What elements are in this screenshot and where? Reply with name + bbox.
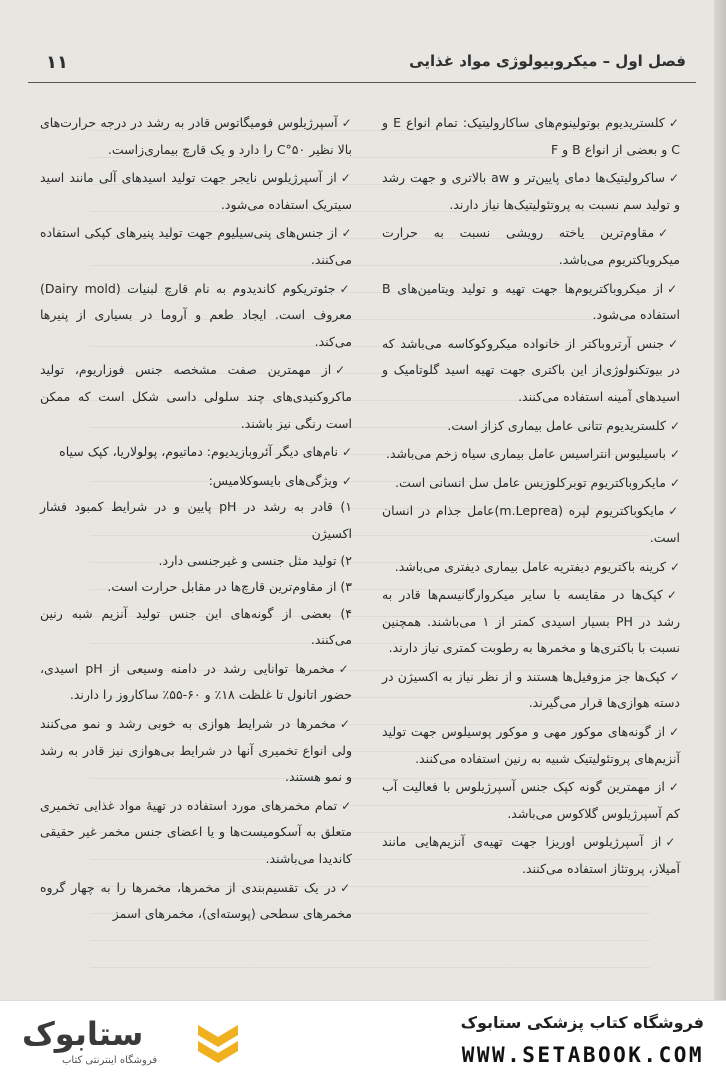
checkmark-icon: ✓ <box>340 171 352 186</box>
checkmark-icon: ✓ <box>668 504 681 519</box>
checkmark-icon: ✓ <box>669 418 680 433</box>
list-item-text: از مهمترین صفت مشخصه جنس فوزاریوم، تولید ماکروکنیدی‌های چند سلولی داسی شکل است که ممکن است رنگی نیز باشند. <box>40 362 352 431</box>
list-item <box>40 220 352 273</box>
list-item <box>40 711 352 791</box>
list-item-text: مخمرها در شرایط هوازی به خوبی رشد و نمو می‌کنند ولی انواع تخمیری آنها در شرایط بی‌هوازی نیز قادر به رشد و نمو هستند. <box>40 716 352 785</box>
list-item-text: کپک‌ها در مقایسه با سایر میکروارگانیسم‌ها قادر به رشد در PH بسیار اسیدی کمتر از ۱ می‌باشند. همچنین نسبت با باکتری‌ها و مخمرها به رطوبت کمتری نیاز دارند. <box>382 587 680 656</box>
list-item <box>40 548 352 575</box>
list-item-text: مایکروباکتریوم توبرکلوزیس عامل سل انسانی است. <box>394 474 666 490</box>
list-item <box>382 220 680 273</box>
list-item <box>40 601 352 654</box>
page-header <box>28 52 696 86</box>
list-item-text: از جنس‌های پنی‌سیلیوم جهت تولید پنیرهای کپکی استفاده می‌کنند. <box>40 225 352 267</box>
list-item <box>40 656 352 709</box>
checkmark-icon: ✓ <box>341 473 352 488</box>
list-item-text: ۳) از مقاوم‌ترین قارچ‌ها در مقابل حرارت است. <box>107 579 352 595</box>
checkmark-icon: ✓ <box>340 880 353 895</box>
list-item <box>40 439 352 466</box>
checkmark-icon: ✓ <box>668 336 680 351</box>
list-item <box>382 582 680 662</box>
list-item <box>382 829 680 882</box>
list-item-text: تمام مخمرهای مورد استفاده در تهیهٔ مواد غذایی تخمیری متعلق به آسکومیست‌ها و یا اعضای جنس مخمر غیر حقیقی کاندیدا می‌باشند. <box>40 797 352 867</box>
list-item-text: از گونه‌های موکور مهی و موکور پوسیلوس جهت تولید آنزیم‌های پروتئولیتیک شبیه به رنین استفاده می‌کنند. <box>382 724 680 766</box>
checkmark-icon: ✓ <box>339 717 353 732</box>
list-item <box>40 574 352 601</box>
list-item <box>40 165 352 218</box>
list-item <box>40 357 352 437</box>
list-item-text: کپک‌ها جز مزوفیل‌ها هستند و از نظر نیاز به اکسیژن در دسته هوازی‌ها قرار می‌گیرند. <box>382 668 680 711</box>
checkmark-icon: ✓ <box>665 835 680 850</box>
list-item-text: مخمرها توانایی رشد در دامنه وسیعی از pH اسیدی، حضور اتانول تا غلظت ۱۸٪ و ۶۰-۵۵٪ ساکاروز را دارند. <box>40 660 352 703</box>
checkmark-icon: ✓ <box>658 226 680 241</box>
checkmark-icon: ✓ <box>669 669 680 684</box>
checkmark-icon: ✓ <box>667 281 680 296</box>
list-item <box>382 441 680 468</box>
checkmark-icon: ✓ <box>669 447 680 462</box>
header-rule <box>28 82 696 83</box>
store-logo-text[interactable]: ستابوک <box>22 1015 144 1053</box>
store-logo-subtitle: فروشگاه اینترنتی کتاب <box>62 1055 158 1066</box>
left-column <box>40 108 352 928</box>
store-banner <box>0 1000 726 1080</box>
checkmark-icon: ✓ <box>668 171 680 186</box>
list-item-text: از مهمترین گونه کپک جنس آسپرژیلوس با فعالیت آب کم آسپرژیلوس گلاکوس می‌باشد. <box>382 779 680 821</box>
list-item-text: مایکوباکتریوم لپره (m.Leprea)عامل جذام در انسان است. <box>382 503 680 545</box>
list-item-text: ویژگی‌های بایسوکلامیس: <box>208 472 338 488</box>
list-item <box>382 110 680 163</box>
list-item <box>382 413 680 440</box>
list-item-text: در یک تقسیم‌بندی از مخمرها، مخمرها را به چهار گروه مخمرهای سطحی (پوسته‌ای)، مخمرهای اسمز <box>40 879 352 922</box>
checkmark-icon: ✓ <box>668 116 680 130</box>
list-item-text: مقاوم‌ترین یاخته رویشی نسبت به حرارت میکروباکتریوم می‌باشد. <box>382 225 680 267</box>
list-item-text: جئوتریکوم کاندیدوم به نام قارچ لبنیات (Dairy mold) معروف است. ایجاد طعم و آروما در بسیاری از پنیرها می‌کند. <box>40 280 352 349</box>
list-item <box>382 554 680 581</box>
store-url-link[interactable]: WWW.SETABOOK.COM <box>461 1043 704 1067</box>
checkmark-icon: ✓ <box>341 445 352 460</box>
list-item-text: از آسپرژیلوس نایجر جهت تولید اسیدهای آلی مانند اسید سیتریک استفاده می‌شود. <box>40 170 352 212</box>
list-item-text: ۴) بعضی از گونه‌های این جنس تولید آنزیم شبه رنین می‌کنند. <box>40 605 352 648</box>
list-item <box>382 331 680 411</box>
checkmark-icon: ✓ <box>669 725 680 740</box>
list-item-text: ساکرولیتیک‌ها دمای پایین‌تر و aw بالاتری و جهت رشد و تولید سم نسبت به پروتئولیتیک‌ها نیاز دارند. <box>382 170 680 212</box>
page-spine-shadow <box>714 0 726 1000</box>
list-item-text: ۲) تولید مثل جنسی و غیرجنسی دارد. <box>158 552 352 568</box>
checkmark-icon: ✓ <box>335 363 352 378</box>
list-item-text: آسپرژیلوس فومیگاتوس قادر به رشد در درجه حرارت‌های بالا نظیر ۵۰°C را دارد و یک قارچ بیماری‌زاست. <box>40 115 352 157</box>
checkmark-icon: ✓ <box>341 226 352 241</box>
checkmark-icon: ✓ <box>669 475 680 490</box>
list-item-text: از آسپرژیلوس اوریزا جهت تهیه‌ی آنزیم‌هایی مانند آمیلاز، پروتئاز استفاده می‌کنند. <box>382 834 680 877</box>
list-item <box>40 793 352 873</box>
store-name: فروشگاه کتاب پزشکی ستابوک <box>460 1013 704 1032</box>
list-item <box>382 165 680 218</box>
chapter-title: فصل اول – میکروبیولوژی مواد غذایی <box>409 52 686 70</box>
list-item <box>382 498 680 551</box>
checkmark-icon: ✓ <box>338 661 352 676</box>
list-item <box>40 494 352 547</box>
list-item-text: باسیلیوس انتراسیس عامل بیماری سیاه زخم می‌باشد. <box>386 446 666 462</box>
checkmark-icon: ✓ <box>341 116 352 130</box>
list-item <box>382 276 680 329</box>
list-item-text: کلستریدیوم بوتولینوم‌های ساکارولیتیک: تمام انواع E و C و بعضی از انواع B و F <box>382 115 680 157</box>
list-item <box>40 875 352 928</box>
checkmark-icon: ✓ <box>668 780 680 795</box>
checkmark-icon: ✓ <box>669 559 680 574</box>
checkmark-icon: ✓ <box>339 281 352 296</box>
list-item <box>382 719 680 772</box>
list-item-text: از میکروباکتریوم‌ها جهت تهیه و تولید ویتامین‌های B استفاده می‌شود. <box>382 280 680 323</box>
page-number: ۱۱ <box>46 52 68 73</box>
checkmark-icon: ✓ <box>666 588 680 603</box>
list-item <box>382 664 680 717</box>
list-item <box>40 276 352 356</box>
logo-chevron-icon <box>194 1017 242 1065</box>
list-item-text: جنس آرتروباکتر از خانواده میکروکوکاسه می‌باشد که در بیوتکنولوژی‌از این باکتری جهت تهیه اسید گلوتامیک و اسیدهای آمینه استفاده می‌کنند. <box>382 335 680 404</box>
list-item-text: نام‌های دیگر آئروبازیدیوم: دماتیوم، پولولاریا، کپک سیاه <box>59 444 338 460</box>
list-item <box>40 110 352 163</box>
list-item <box>382 470 680 497</box>
list-item <box>382 774 680 827</box>
list-item-text: کرینه باکتریوم دیفتریه عامل بیماری دیفتری می‌باشد. <box>394 558 666 574</box>
checkmark-icon: ✓ <box>341 798 352 813</box>
list-item <box>40 468 352 495</box>
list-item-text: کلستریدیوم تتانی عامل بیماری کزاز است. <box>447 417 666 433</box>
right-column <box>382 108 680 883</box>
list-item-text: ۱) قادر به رشد در pH پایین و در شرایط کمبود فشار اکسیژن <box>40 499 352 541</box>
